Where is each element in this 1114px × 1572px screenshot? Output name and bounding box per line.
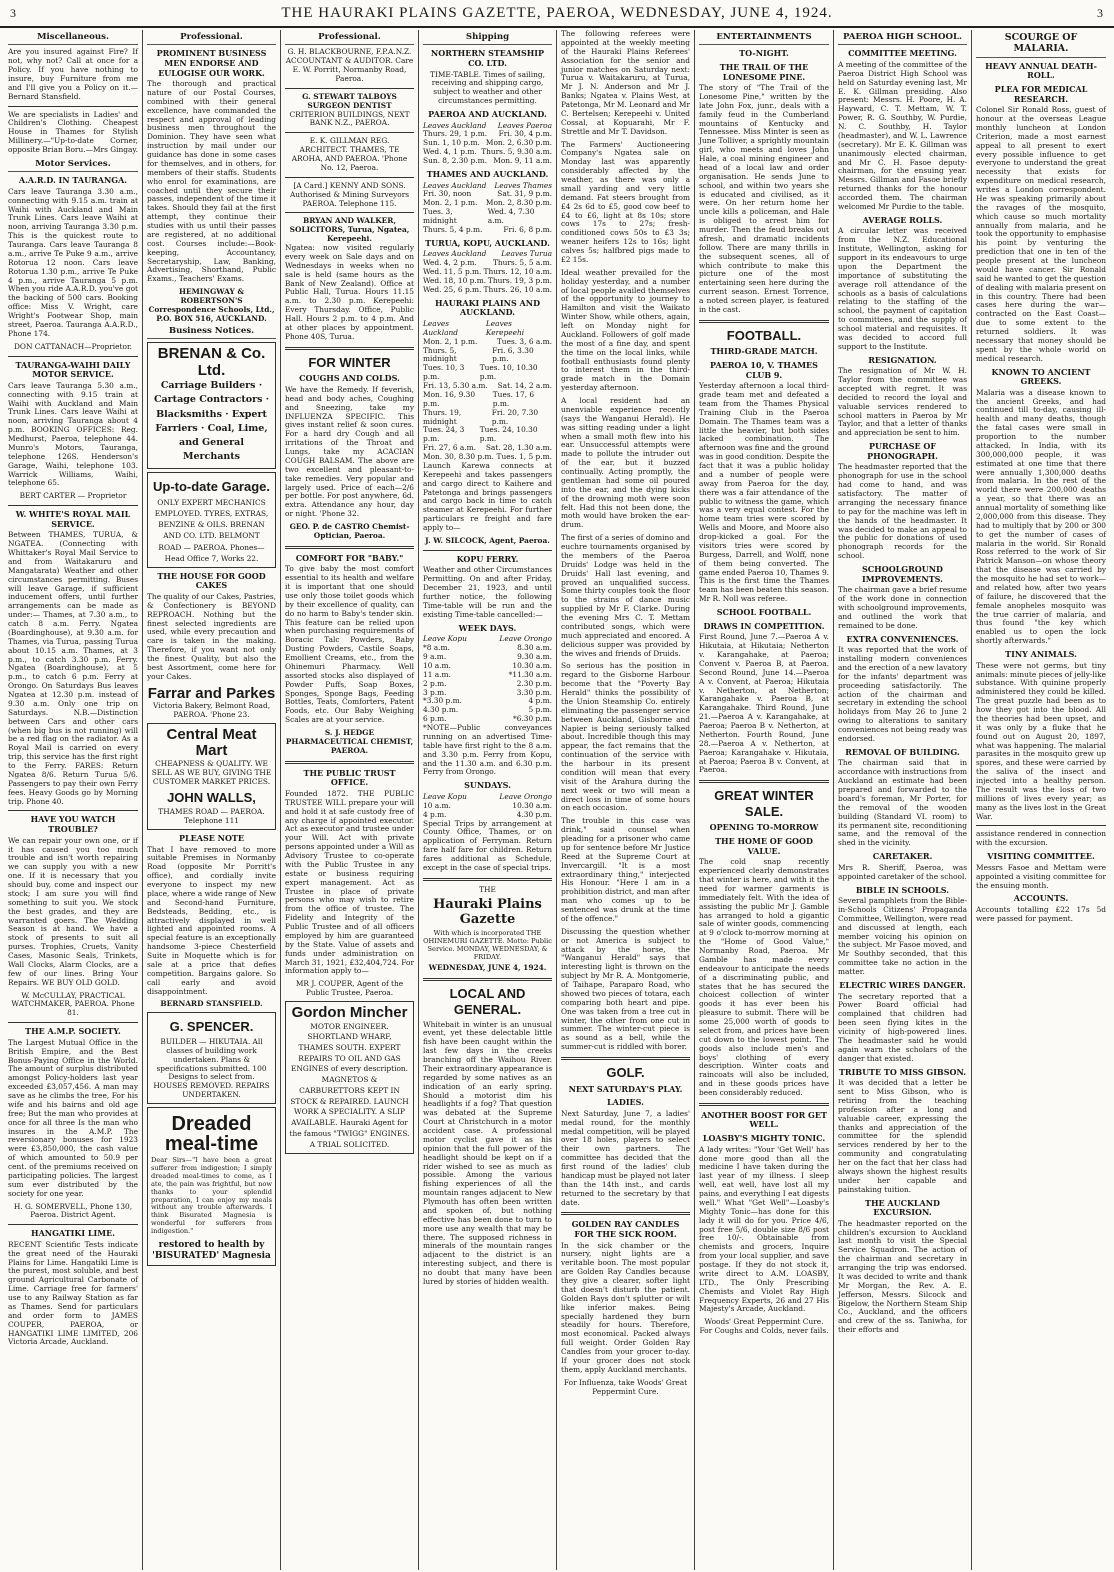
- research-heading: PLEA FOR MEDICAL RESEARCH.: [994, 83, 1088, 104]
- timetable-cell: Mon. 16, 9.30 p.m.: [423, 389, 476, 408]
- timetable-cell: 4 p.m.: [423, 809, 447, 819]
- get-well-heading: ANOTHER BOOST FOR GET WELL.: [701, 1109, 827, 1130]
- talboys-address: CRITERION BUILDINGS, NEXT BANK N.Z., PAEROA.: [289, 109, 410, 128]
- gisborne-text: So serious has the position in regard to the Gisborne Harbour become that the "Poverty Bay Herald" thinks the possibility of the Union Steamship Co. entirely eliminating the passenger service between Auckland, Gisborne and Napier is being seriously talked about. Incredible though this may appear, the fact remains that the continuation of the service with the harbour in its present condition will mean that every visit of the Arahura during the next week or two will mean a direct loss in time of some hours on each occasion.: [561, 661, 690, 813]
- average-rolls-text: A circular letter was received from the N.Z. Educational Institute, Wellington, asking for support in its endeavours to urge upon the Department the importance of substituting the average roll attendance of the schools as a basis of calculations relating to the staffing of the school, the payment of capitation to committees, and the supply of school material and requisites. It was decided to accord full support to the Institute.: [838, 226, 967, 351]
- stansfield-name: BERNARD STANSFIELD.: [160, 999, 263, 1009]
- kenny-card: [A Card.] KENNY AND SONS. Authorised & Mining Surveyors PAEROA. Telephone 115.: [289, 180, 410, 208]
- hauraki-plains-heading: HAURAKI PLAINS AND AUCKLAND.: [435, 297, 540, 318]
- timetable-cell: Thurs. 19, midnight: [423, 407, 462, 426]
- timetable-cell: Thurs. 29, 1 p.m.: [423, 129, 488, 139]
- tauranga-waihi-text: Cars leave Tauranga 5.30 a.m., connecting with 9.15 train at Waihi with Auckland and Main Trunk Lines. Cars leave Waihi at noon, arriving Tauranga about 4 p.m. BOOKING OFFICES: Reg. Medhurst, Paeroa, telephone 44. Munro's Motors, Tauranga, telephone 126S. Henderson's Garage, Waihi, telephone 103. Warrick Williams, Waihi, telephone 65.: [8, 380, 138, 488]
- timetable-cell: 4 p.m.: [528, 696, 552, 706]
- farrar-parkes-title: Farrar and Parkes: [147, 684, 276, 702]
- spencer-text: BUILDER — HIKUTAIA. All classes of building work undertaken. Plans & specifications submitted. 100 Designs to select from. HOUSES REMOVED. REPAIRS UNDERTAKEN.: [153, 1036, 270, 1100]
- col3-heading: Professional.: [285, 32, 414, 45]
- entertainments-heading: ENTERTAINMENTS: [699, 32, 829, 45]
- timetable-cell: Wed. 4, 7.30 a.m.: [487, 207, 535, 226]
- greeks-heading: KNOWN TO ANCIENT GREEKS.: [991, 366, 1091, 387]
- hedge-name: S. J. HEDGE PHARMACEUTICAL CHEMIST, PAEROA.: [285, 728, 414, 755]
- de-castro-name: GEO. P. de CASTRO Chemist-Optician, Paeroa.: [289, 522, 410, 540]
- timetable-cell: *6.30 p.m.: [513, 714, 552, 724]
- timetable-row: [423, 364, 552, 382]
- golf-heading: GOLF.: [606, 1065, 645, 1080]
- timetable-cell: Tues. 1, 5 p.m.: [496, 452, 552, 462]
- spencer-ad: [147, 1012, 276, 1104]
- visiting-committee-heading: VISITING COMMITTEE.: [987, 851, 1095, 862]
- referees-text: The following referees were appointed at the weekly meeting of the Hauraki Plains Referees' Association for the senior and junior matches on Saturday next: Turua v. Waitakaruru, at Turua, Mr J. N. Anderson and Mr J. Banks; Ngatea v. Plains West, at Patetonga, Mr M. Leonard and Mr C. Bertelsen; Kerepeehi v. United Cossal, at Kopuarahi, Mr F. Strettle and Mr T. Davidson.: [561, 30, 690, 136]
- local-general-text: Whitebait in winter is an unusual event, yet these delectable little fish have been caught within the last few days in the creeks branching off the Waihou River. Their extraordinary appearance is regarded by some natives as an indication of an early spring. Should a motorist dim his headlights if a fog? That question was debated at the Supreme Court at Christchurch in a motor accident case. A professional motor cyclist gave it as his opinion that the full power of the headlight should be kept on if a rider wished to see as much as possible. Among the various fishing experiences of all the mountain ranges adjacent to New Plymouth has often been written and spoken of, but nothing effective has been done to turn to more use any wealth that may be there. The supposed richness in minerals of the mountain ranges adjacent to the district is an interesting subject, and there is no doubt that many have been lured by stories of hidden wealth.: [423, 1019, 552, 1286]
- wires-heading: ELECTRIC WIRES DANGER.: [839, 979, 966, 990]
- amp-heading: THE A.M.P. SOCIETY.: [25, 1026, 121, 1037]
- timetable-cell: Mon. 2, 6.30 p.m.: [485, 138, 552, 148]
- timetable-cell: Sat. 28, 1.30 a.m.: [485, 443, 552, 453]
- page-number-left: 3: [10, 5, 17, 20]
- loasby-heading: LOASBY'S MIGHTY TONIC.: [702, 1133, 826, 1144]
- col1-heading: Miscellaneous.: [8, 32, 138, 45]
- brenan-services: Carriage Builders · Cartage Contractors · Blacksmiths · Expert Farriers · Coal, Lime, and General Merchants: [153, 380, 270, 463]
- column-1: [4, 30, 143, 1570]
- timetable-cell: Leaves Auckland: [423, 180, 487, 190]
- conveniences-heading: EXTRA CONVENIENCES.: [846, 633, 959, 644]
- mincher-ad: [285, 1001, 414, 1154]
- magnesia-ad: [147, 1107, 276, 1266]
- brenan-ad: [147, 342, 276, 469]
- special-trips-text: Special Trips by arrangement at County Office, Thames, or on application of Ferryman. Return fare half fare for children. Return fares additional as Schedule, except in the case of special trips.: [423, 818, 552, 872]
- farrar-parkes-address: Victoria Bakery, Belmont Road, PAEROA. 'Phone 23.: [152, 701, 271, 720]
- death-roll-heading: HEAVY ANNUAL DEATH-ROLL.: [985, 60, 1097, 81]
- brenan-title: BRENAN & Co. Ltd.: [157, 345, 266, 379]
- ferry-note: *NOTE—Public conveyances running on an advertised Time-table have first right to the 8 a.m. and 3.30 p.m. Ferry from Kopu, and the 11.30 a.m. and 6.30 p.m. Ferry from Orongo.: [423, 723, 552, 777]
- timetable-cell: 9 a.m.: [423, 652, 447, 662]
- col4-heading: Shipping: [423, 32, 552, 45]
- accounts-heading: ACCOUNTS.: [1013, 893, 1069, 904]
- resignation-text: The resignation of Mr W. H. Taylor from the committee was accepted with regret. It was decided to record the loyal and valuable services rendered to school matters in Paeroa by Mr Taylor, and that a letter of thanks and appreciation be sent to him.: [838, 366, 967, 438]
- borer-text: Discussing the question whether or not America is subject to attack by the horse, the "Wanganui Herald" says that interesting light is thrown on the subject by Mr R. A. Montgomerie, of Taihape, Paraparo Road, who showed two pieces of totara, each comparing both heart and pipe. One was taken from a tree cut in winter, the other from one cut in summer. The winter-cut piece is as sound as a bell, while the summer-cut is riddled with borer.: [561, 926, 690, 1052]
- draws-text: First Round, June 7.—Paeroa A v. Hikutaia, at Hikutaia; Netherton v. Karangahake, at Paeroa; Convent v. Paeroa B, at Paeroa. Second Round, June 14.—Paeroa A v. Convent, at Paeroa; Hikutaia v. Netherton, at Netherton; Karangahake v. Paeroa B, at Karangahake. Third Round, June 21.—Paeroa A v. Karangahake, at Paeroa; Paeroa B v. Netherton, at Netherton. Fourth Round, June 28.—Paeroa A v. Netherton, at Paeroa; Karangahake v. Hikutaia, at Paeroa; Paeroa B v. Convent, at Paeroa.: [699, 632, 829, 775]
- aard-proprietor: DON CATTANACH—Proprietor.: [13, 341, 133, 351]
- timetable-row: [423, 157, 552, 166]
- magnesia-tagline: restored to health by 'BISURATED' Magnesia: [152, 1240, 271, 1261]
- mincher-text: MOTOR ENGINEER. SHORTLAND WHARF, THAMES SOUTH. EXPERT REPAIRS TO OIL AND GAS ENGINES of every description. MAGNETOS & CARBURETTORS KEPT IN STOCK & REPAIRED. LAUNCH WORK A SPECIALITY. A SLIP AVAILABLE. Hauraki Agent for the famous "TWIGG" ENGINES. A TRIAL SOLICITED.: [289, 1021, 410, 1149]
- timetable-cell: 3.30 p.m.: [516, 687, 552, 697]
- timetable-cell: Tues. 3, 6 a.m.: [496, 336, 552, 346]
- paeroa-thames-score: PAEROA 10, V. THAMES CLUB 9.: [710, 360, 818, 380]
- timetable-cell: Leaves Kerepeehi: [485, 318, 525, 337]
- timetable-cell: Mon. 2, 1 p.m.: [423, 336, 478, 346]
- timetable-cell: 2.30 p.m.: [516, 678, 552, 688]
- aard-text: Cars leave Tauranga 3.30 a.m., connecting with 9.15 a.m. train at Waihi with Auckland and Main Trunk Lines. Cars leave Waihi at noon, arriving Tauranga 3.30 p.m. This is the quickest route to Tauranga. Cars leave Tauranga 8 a.m., arrive Te Puke 9 a.m., arrive Rotorua 12 noon. Cars leave Rotorua 1.30 p.m., arrive Te Puke 4 p.m., arrive Tauranga 5 p.m. When you ride A.A.R.D. you've got the backing of 500 cars. Booking office: Miss V. Wright, care Wright's Footwear Shop, main street, Paeroa. Tauranga A.A.R.D., Phone 174.: [8, 186, 138, 338]
- gazette-nameplate: Hauraki Plains Gazette: [433, 896, 542, 928]
- timetable-cell: Wed. 18, 10 p.m.: [423, 276, 487, 286]
- candles-heading: GOLDEN RAY CANDLES FOR THE SICK ROOM.: [571, 1219, 680, 1239]
- timetable-cell: Fri. 30, 4 p.m.: [498, 129, 552, 139]
- timetable-row: [423, 347, 552, 365]
- tiny-animals-text: These were not germs, but tiny animals: minute pieces of jelly-like substance. With quinine properly administered they could be killed. The great puzzle had been as to how they got into the blood. All the theories had been upset, and it was only by a fluke that he found out on August 20, 1897, what was happening. The malarial parasites in the mosquito grew up spores, and these were carried by the saliva of the insect and injected into a healthy person. The result was the loss of two millions of lives every year; as many as the lives lost in the Great War.: [976, 660, 1106, 821]
- magnesia-text: Dear Sirs—"I have been a great sufferer from indigestion; I simply dreaded meal-times to come, as I ate, the pain was frightful, but now thanks to your splendid preparation, I can enjoy my meals without any trouble afterwards. I think Bisurated Magnesia is wonderful for sufferers from indigestion.": [151, 1156, 272, 1236]
- business-notices-heading: Business Notices.: [147, 326, 276, 339]
- amp-agent: H. G. SOMERVELL, Phone 130, Paeroa. District Agent.: [13, 1201, 133, 1220]
- blackbourne-card: G. H. BLACKBOURNE, F.P.A.N.Z. ACCOUNTANT & AUDITOR. Care E. W. Porritt, Normanby Road, Paeroa.: [285, 47, 414, 83]
- business-men-heading: PROMINENT BUSINESS MEN ENDORSE AND EULOGISE OUR WORK.: [156, 48, 267, 78]
- tauranga-waihi-heading: TAURANGA-WAIHI DAILY MOTOR SERVICE.: [15, 359, 131, 380]
- tonight-heading: TO-NIGHT.: [739, 48, 789, 59]
- timetable-cell: Thurs. 5, 4 p.m.: [423, 224, 483, 234]
- john-walls-name: JOHN WALLS,: [167, 789, 256, 805]
- column-2: [143, 30, 281, 1570]
- please-note-text: That I have removed to more suitable Premises in Normanby Road (opposite Mr Porritt's office), and cordially invite everyone to inspect my new place, where a wide range of New and Second-hand Furniture, Bedsteads, Bedding, etc., is attractively displayed in well lighted and appointed rooms. A special feature is an exceptionally handsome 3-piece Chesterfield Suite in Moquette which is for sale at a price that defies competition. Bargains galore. So call early and avoid disappointment.: [147, 844, 276, 996]
- timetable-cell: 11 a.m.: [423, 669, 451, 679]
- druids-text: The first of a series of domino and euchre tournaments organised by the members of the Paeroa Druids' Lodge was held in the Druids' Hall last evening, and proved an unqualified success. Some thirty couples took the floor to the strains of dance music supplied by Mr F. Clarke. During the evening Mrs C. T. Mettam contributed songs, which were much appreciated and encored. A delicious supper was provided by the wives and friends of Druids.: [561, 533, 690, 658]
- ngatea-sale-text: The Farmers' Auctioneering Company's Ngatea sale on Monday last was apparently considerably affected by the weather, as there was only a small yarding and very little demand. Fat steers brought from £4 2s 6d to £5, good cow beef to £4 to £6, light at 8s 10s; store cows 17s to 27s; fresh-conditioned cows 50s to £3 3s; weaner heifers 12s to 16s; light calves 5s; halfbred pigs made to £2 15s.: [561, 139, 690, 264]
- timetable-cell: Tues. 24, 10.30 p.m.: [479, 425, 538, 444]
- tauranga-waihi-proprietor: BERT CARTER — Proprietor: [19, 491, 127, 501]
- timetable-cell: Thurs. 5, 9.30 a.m.: [481, 147, 552, 157]
- timetable-cell: Mon. 2, 8.30 p.m.: [485, 198, 552, 208]
- excursion-continued: assistance rendered in connection with the excursion.: [976, 829, 1106, 848]
- removal-heading: REMOVAL OF BUILDING.: [845, 746, 960, 757]
- timetable-cell: Wed. 25, 6 p.m.: [423, 284, 482, 294]
- column-5: [557, 30, 695, 1570]
- ladies-text: Next Saturday, June 7, a ladies' medal round, for the monthly medal competition, will be played over 18 holes, players to select their own partners. The committee has decided that the first round of the ladies' club handicap must be played not later than the 14th inst., and cards returned to the secretary by that date.: [561, 1108, 690, 1207]
- paeroa-auckland-table: [423, 122, 552, 166]
- magnesia-title: Dreaded meal-time: [164, 1113, 259, 1155]
- masthead: [0, 0, 1114, 28]
- public-trust-heading: THE PUBLIC TRUST OFFICE.: [303, 767, 396, 788]
- sundays-heading: SUNDAYS.: [464, 780, 511, 791]
- timetable-cell: Fri. 13, 5.30 a.m.: [423, 381, 488, 391]
- garage-title: Up-to-date Garage.: [152, 478, 270, 494]
- lonesome-pine-heading: THE TRAIL OF THE LONESOME PINE.: [719, 61, 809, 82]
- bible-heading: BIBLE IN SCHOOLS.: [855, 884, 950, 895]
- column-4: [419, 30, 557, 1570]
- average-rolls-heading: AVERAGE ROLLS.: [862, 214, 943, 225]
- timetable-cell: Leaves Auckland: [423, 120, 487, 130]
- timetable-cell: Thurs. 26, 10 a.m.: [483, 284, 552, 294]
- wires-text: The secretary reported that a Power Board official had complained that children had been seen flying kites in the vicinity of high-powered lines. The headmaster said he would again warn the scholars of the danger that existed.: [838, 991, 967, 1063]
- tribute-heading: TRIBUTE TO MISS GIBSON.: [838, 1066, 967, 1077]
- timetable-cell: Wed. 11, 5 p.m.: [423, 267, 482, 277]
- tribute-text: It was decided that a letter be sent to Miss Gibson, who is retiring from the teaching profession after a long and valuable career, expressing the thanks and appreciation of the committee for the splendid services rendered by her to the community and congratulating her on the fact that her class had always shown the highest results under her capable and painstaking tuition.: [838, 1078, 967, 1194]
- kopu-ferry-text: Weather and other Circumstances Permitting. On and after Friday, December 21, 1923, and until further notice, the following Time-table will be run and the existing Time-table cancelled:—: [423, 565, 552, 619]
- timetable-row: [423, 286, 552, 295]
- garage-ad: [147, 472, 276, 568]
- sundays-table: [423, 793, 552, 820]
- timetable-cell: Tues. 17, 6 p.m.: [492, 389, 535, 408]
- meat-mart-ad: [147, 723, 276, 830]
- turua-kopu-table: [423, 250, 552, 294]
- bryan-walker-text: Ngatea: now visited regularly every week on Sale days and on Wednesdays in weeks when no sale is held (same hours as the Bank of New Zealand). Office at Public Hall, Turua. Hours 11.15 a.m. to 2.30 p.m. Kerepeehi: Every Thursday. Office, Public Hall. Hours 2 p.m. to 4 p.m. And at other places by appointment. Phone 40S, Turua.: [285, 243, 414, 341]
- timetable-cell: 10 a.m.: [423, 660, 451, 670]
- peppermint-note: Woods' Great Peppermint Cure. For Coughs and Colds, never fails.: [699, 1317, 829, 1336]
- football-heading: FOOTBALL.: [726, 327, 802, 343]
- lime-heading: HANGATIKI LIME.: [31, 1228, 115, 1239]
- coughs-heading: COUGHS AND COLDS.: [299, 373, 400, 384]
- draws-heading: DRAWS IN COMPETITION.: [703, 620, 825, 631]
- timetable-cell: Sun. 1, 10 p.m.: [423, 138, 480, 148]
- timetable-cell: Leaves Auckland: [423, 249, 487, 259]
- timetable-cell: 10 a.m.: [423, 800, 451, 810]
- cakes-heading: THE HOUSE FOR GOOD CAKES: [157, 570, 266, 591]
- clothing-notice: We are specialists in Ladies' and Children's Clothing. Cheapest House in Thames for Stylish Millinery.—"Up-to-date Corner, opposite Brian Boru.—Mrs Gingay.: [8, 109, 138, 155]
- timetable-cell: 2 p.m.: [423, 678, 447, 688]
- paeroa-auckland-heading: PAEROA AND AUCKLAND.: [428, 109, 547, 119]
- timetable-cell: Sun. 8, 2.30 p.m.: [423, 156, 487, 166]
- timetable-cell: Fri. 20, 7.30 p.m.: [491, 407, 539, 426]
- timetable-intro: TIME-TABLE. Times of sailing, receiving and shipping cargo, subject to weather and other circumstances permitting.: [430, 69, 545, 106]
- timetable-cell: Wed. 4, 2 p.m.: [423, 258, 477, 268]
- launch-karewa-text: Launch Karewa connects at Kerepeehi and takes passengers and cargo direct to Kaihere and Patetonga and brings passengers and cargo back in time to catch steamer at Kerepeehi. For further particulars re freight and fare apply to—: [423, 460, 552, 533]
- lonesome-pine-text: The story of "The Trail of the Lonesome Pine," written by the late John Fox, junr., deals with a family feud in the Cumberland mountains of Kentucky and Tennessee. Miss Minter is seen as June Tolliver, a sprightly mountain girl, who meets and loves John Hale, a coal mining engineer and head of a local law and order organisation. He sends June to school, and within two years she is educated and civilised, as it were. On her return home her uncle kills a policeman, and Hale is obliged to arrest him for murder. Then the feud breaks out afresh, and dramatic incidents follow. There are many thrills in the subsequent scenes, all of which contribute to make this picture one of the most entertaining seen here during the current season. Ernest Torrence, a noted screen player, is featured in the cast.: [699, 83, 829, 314]
- timetable-cell: Thurs. 5, 5 a.m.: [492, 258, 552, 268]
- silcock-agent: J. W. SILCOCK, Agent, Paeroa.: [425, 535, 550, 545]
- hauraki-plains-table: [423, 320, 552, 462]
- talboys-card: G. STEWART TALBOYS SURGEON DENTIST: [302, 91, 397, 110]
- timetable-cell: Tues. 10, 3 p.m.: [423, 363, 465, 382]
- public-trust-agent: MR J. COUPER, Agent of the Public Trustee, Paeroa.: [295, 979, 404, 998]
- meat-mart-text: CHEAPNESS & QUALITY. WE SELL AS WE BUY, GIVING THE CUSTOMER MARKET PRICES.: [151, 758, 272, 786]
- timetable-cell: *3.30 p.m.: [423, 696, 462, 706]
- timetable-cell: Mon. 30, 8.30 p.m.: [423, 452, 494, 462]
- timetable-cell: Leaves Turua: [501, 249, 552, 259]
- good-value-heading: THE HOME OF GOOD VALUE.: [715, 836, 813, 856]
- baby-heading: COMFORT FOR "BABY.": [295, 552, 404, 563]
- kopu-ferry-heading: KOPU FERRY.: [456, 553, 519, 564]
- opening-heading: OPENING TO-MORROW: [709, 822, 819, 833]
- spencer-title: G. SPENCER.: [169, 1019, 254, 1035]
- gazette-motto: With which is incorporated THE OHINEMURI GAZETTE. Motto: Public Service. MONDAY, WEDNESDAY, & FRIDAY.: [423, 928, 552, 961]
- candles-text: In the sick chamber or the nursery, night lights are a veritable boon. The most popular are Golden Ray Candles because they give a clearer, softer light that doesn't disturb the patient. Golden Rays don't splutter or wilt like inferior makes. Being specially hardened they burn steadily for hours. Therefore, most economical. Packed always full weight. Order Golden Ray Candles from your grocer to-day. If your grocer does not stock them, apply Auckland merchants.: [561, 1240, 690, 1374]
- column-6: [695, 30, 834, 1570]
- timetable-header-row: [423, 320, 552, 338]
- watchmaker-name: W. McCULLAY, PRACTICAL WATCHMAKER, PAEROA. Phone 81.: [11, 990, 135, 1018]
- bible-text: Several pamphlets from the Bible-in-Schools Citizens' Propaganda Committee, Wellington, were read and discussed at length, each member voicing his opinion on the subject. Mr Fasoe moved, and Mr Southby seconded, that this committee take no action in the matter.: [838, 896, 967, 977]
- timetable-cell: 9.30 a.m.: [517, 652, 552, 662]
- timetable-cell: 4.30 p.m.: [423, 705, 459, 715]
- public-trust-text: Founded 1872. THE PUBLIC TRUSTEE WILL prepare your will and hold it at safe custody free of any charge if appointed executor. Act as executor and trustee under your Will. Act with private persons appointed under a Will as Advisory Trustee to co-operate with the Public Trustee in any estate or business requiring expert management. Act as Trustee in place of private persons who may wish to retire from the office of trustee. The Fidelity and Integrity of the Public Trustee and of all officers employed by him are guaranteed by the State. Value of assets and funds under administration on March 31, 1921, £32,404,724. For information apply to—: [285, 788, 414, 976]
- caretaker-heading: CARETAKER.: [872, 851, 933, 862]
- timetable-cell: Leaves Paeroa: [497, 120, 552, 130]
- committee-text: A meeting of the committee of the Paeroa District High School was held on Saturday evening last, Mr E. K. Gillman presiding. Also present: Messrs. H. Poore, H. A. Hayward, C. T. Mettam, W. T. Power, R. G. Southby, W. Purdie, N. C. Southby, H. Taylor (headmaster), and W. L. Lawrence (secretary). Mr E. K. Gillman was unanimously elected chairman, and Mr C. H. Fasoe deputy-chairman, for the ensuing year. Messrs. Gillman and Fasoe briefly returned thanks for the honour accorded them. The chairman welcomed Mr Purdie to the table.: [838, 59, 967, 211]
- holiday-text: Ideal weather prevailed for the holiday yesterday, and a number of local people availed themselves of the opportunity to journey to Hamilton and visit the Waikato Winter Show, while others, again, left on Monday night for Auckland. Followers of golf made the most of a fine day, and spent the time on the local links, while football enthusiasts found plenty to interest them in the third-grade match in the Domain yesterday afternoon.: [561, 267, 690, 393]
- timetable-cell: Leaves Thames: [494, 180, 552, 190]
- moth-text: A local resident had an unenviable experience recently (says the Wanganui Herald). He was sitting reading under a light when a small moth flew into his ear. Unsuccessful attempts were made to pollute the intruder out of the ear, but it buzzed continually. Acting promptly, the gentleman had some oil poured into the ear, and the dying kicks of the drowning moth were soon felt. Had this not been done, the moth would have broken the ear-drum.: [561, 396, 690, 530]
- page-number-right: 3: [1097, 5, 1104, 20]
- royal-mail-heading: W. WHITE'S ROYAL MAIL SERVICE.: [15, 509, 131, 529]
- garage-text: ONLY EXPERT MECHANICS EMPLOYED. TYRES, EXTRAS, BENZINE & OILS. BRENAN AND CO. LTD. BELMONT ROAD — PAEROA. Phones— Head Office 7, Works 22.: [154, 498, 269, 563]
- saturday-play-heading: NEXT SATURDAY'S PLAY.: [568, 1083, 683, 1094]
- watch-trouble-text: We can repair your own one, or if it has caused you too much trouble and isn't worth repairing we can supply you with a new one. If it is necessary that you should buy, come and inspect our stock; I am sure you will find something to suit you. We stock the best grades, and they are warranted goers. The Wedding Season is at hand. We have a stock of presents to suit all purses. Trophies, Cruets, Vanity Cases, Masonic Seals, Trinkets, Wall Clocks, Alarm Clocks, are a few of our lines. Bring Your Repairs. WE BUY OLD GOLD.: [8, 835, 138, 987]
- winter-sale-text: The cold snap recently experienced clearly demonstrates that winter is here, and with it the need for warmer garments is immediately felt. With the idea of assisting the public Mr J. Gamble has arranged to hold a gigantic sale of winter goods, commencing at 9 o'clock to-morrow morning at the "Home of Good Value," Normanby Road, Paeroa. Mr Gamble has made every endeavour to anticipate the needs of a discriminating public, and states that he has secured the choicest collection of winter goods it has ever been his pleasure to submit. There will be some 25,000 worth of goods to select from, and prices have been cut down to the lowest point. The goods also include men's and boys' clothing of every description. Winter coats and raincoats will also be included, and in these goods prices have been considerably reduced.: [699, 857, 829, 1097]
- removal-text: The chairman said that in accordance with instructions from Auckland an estimate had been prepared and forwarded to the board's foreman, Mr Porter, for the removal of the wooden building (Standard VI. room) to its permanent site, reconditioning same, and the removal of the shed in the vicinity.: [838, 758, 967, 848]
- timetable-cell: Mon. 2, 1 p.m.: [423, 198, 478, 208]
- tiny-animals-heading: TINY ANIMALS.: [1005, 649, 1077, 660]
- visiting-committee-text: Messrs Fasoe and Mettam were appointed a visiting committee for the ensuing month.: [976, 862, 1106, 890]
- third-grade-heading: THIRD-GRADE MATCH.: [710, 346, 818, 357]
- malaria-text: Colonel Sir Ronald Ross, guest of honour at the overseas League monthly luncheon at London Criterion, made a most earnest appeal to all present to exert every possible influence to get everyone to understand the great necessity that exists for expenditure on medical research, writes a London correspondent. He was speaking primarily about the ravages of the mosquito, which cause so much mortality annually from malaria, and he took the opportunity to emphasise his point by venturing the prediction that one in ten of the people present at the luncheon would have cancer. Sir Ronald said he wanted to get the question of dealing with malaria present on in this country. There had been cases here during the war—contracted on the East Coast—due to some extent to the returned soldiers. It was necessary that money should be spent by the whole world on medical research.: [976, 105, 1106, 363]
- timetable-cell: 3 p.m.: [423, 687, 447, 697]
- improvements-heading: SCHOOLGROUND IMPROVEMENTS.: [862, 564, 943, 584]
- royal-mail-text: Between THAMES, TURUA, & NGATEA. (Connecting with Whittaker's Royal Mail Service to and from Waitakaruru and Mangatarata) Weather and other circumstances permitting. Buses will leave Garage, if sufficient inducement offers, until further arrangements can be made as under:— Thames, at 7.30 a.m., to catch 8 a.m. Ferry. Ngatea (Boardinghouse), at 9.30 a.m. for Thames, via Turua, passing Turua about 10.15 a.m. Thames, at 3 p.m., to catch 3.30 p.m. Ferry. Ngatea (Boardinghouse), at 5 p.m., to catch 6 p.m. Ferry at Orongo. On Saturdays Bus leaves Ngatea at 12.30 p.m. instead of 9.30 a.m. Only one trip on Saturdays. N.B.—Distinction between Cars and other cars (when big bus is not running) will be a red flag on the radiator. As a Royal Mail is carried on every trip, this service has the first right to the Ferry. FARES: Return Ngatea 8/6. Return Turua 5/6. Passengers to pay their own Ferry fees. Heavy Goods go by Morning trip. Phone 40.: [8, 530, 138, 806]
- thames-auckland-table: [423, 182, 552, 235]
- mincher-title: Gordon Mincher: [291, 1004, 408, 1022]
- motor-services-heading: Motor Services.: [8, 159, 138, 172]
- timetable-cell: Thurs. 19, 3 p.m.: [487, 276, 552, 286]
- gazette-date: WEDNESDAY, JUNE 4, 1924.: [428, 963, 547, 973]
- insurance-notice: Are you insured against Fire? If not, why not? Call at once for a Policy. If you have nothing to insure, buy Furniture from me and I'll give you a Policy on it.—Bernard Stansfield.: [8, 47, 138, 101]
- excursion-heading: THE AUCKLAND EXCURSION.: [865, 1197, 940, 1218]
- timetable-row: [423, 208, 552, 226]
- malaria-heading: SCOURGE OF MALARIA.: [976, 32, 1106, 58]
- gazette-the: THE: [479, 884, 496, 894]
- accounts-text: Accounts totalling £22 17s 5d were passed for payment.: [976, 905, 1106, 923]
- caretaker-text: Mrs R. Sheriff, Paeroa, was appointed caretaker of the school.: [838, 862, 967, 881]
- timetable-cell: Fri. 27, 6 a.m.: [423, 443, 476, 453]
- timetable-row: [423, 391, 552, 409]
- aard-heading: A.A.R.D. IN TAURANGA.: [18, 175, 128, 186]
- third-grade-text: Yesterday afternoon a local third-grade team met and defeated a team from the Thames Physical Training Club in the Paeroa Domain. The Thames team was a little the heavier, but both sides lacked combination. The afternoon was fine and the ground was in good condition. Despite the fact that it was a public holiday and a number of people were away from Paeroa for the day, there was a fair attendance of the public to witness the game, which was a very equal contest. For the home team tries were scored by Wells and Moore, and Moore also drop-kicked a goal. For the visitors tries were scored by Burgess, Darrell, and Wolff, none of them being converted. The game ended Paeroa 10, Thames 9. This is the first time the Thames team has been beaten this season. Mr R. Noll was referee.: [699, 381, 829, 604]
- ladies-heading: LADIES.: [607, 1097, 644, 1108]
- school-football-heading: SCHOOL FOOTBALL.: [716, 607, 812, 618]
- hemingway-address: HEMINGWAY & ROBERTSON'S Correspondence Schools, Ltd., P.O. BOX 516, AUCKLAND.: [148, 287, 275, 323]
- lime-text: RECENT Scientific Tests indicate the great need of the Hauraki Plains for Lime. Hangatiki Lime is the purest, most soluble, and best ground Agricultural Carbonate of Lime. Carriage free for farmers' use to any Railway Station as far as Thames. Send for particulars and order form to JAMES COUPER, PAEROA, or HANGATIKI LIME LIMITED, 206 Victoria Arcade, Auckland.: [8, 1239, 138, 1347]
- thames-auckland-heading: THAMES AND AUCKLAND.: [426, 168, 549, 179]
- greeks-text: Malaria was a disease known to the ancient Greeks, and had continued till to-day, causing ill-health and many deaths, though the fatal cases were small in proportion to the number attacked. In India, with its 300,000,000 people, it was estimated at one time that there were annually 1,300,000 deaths from malaria. In the rest of the world there were 200,000 deaths a year, so that there was an annual mortality of something like 2,000,000 from this disease. They had to multiply that by 200 or 300 to get the number of cases of malaria in the world. Sir Ronald Ross referred to the work of Sir Patrick Manson—on whose theory that the disease was carried by the mosquito he had set to work—and related how, after two years of failure, he discovered that the female anopheles mosquito was the true carrier of malaria, and thus found "the key which enabled us to open the lock shortly afterwards.": [976, 387, 1106, 646]
- timetable-cell: 6 p.m.: [423, 714, 447, 724]
- meat-mart-title: Central Meat Mart: [166, 725, 257, 760]
- influenza-note: For Influenza, take Woods' Great Peppermint Cure.: [563, 1377, 688, 1396]
- resignation-heading: RESIGNATION.: [868, 354, 937, 365]
- excursion-text: The headmaster reported on the children's excursion to Auckland last month to visit the Special Service Squadron. The action of the chairman and secretary in arranging the trip was endorsed. It was decided to write and thank Mr Morgan, the Rev. A. E. Jefferson, Messrs. Silcock and Bigelow, the Northern Steam Ship Co., Auckland, and the officers and crew of the ss. Taniwha, for their efforts and: [838, 1218, 967, 1335]
- loasby-text: A lady writes: "Your 'Get Well' has done more good than all the medicine I have taken during the last year of my illness. I sleep well, eat well, have lost all my pains, and everything I eat digests well." What "Get Well"—Loasby's Mighty Tonic—has done for this lady it will do for you. Price 4/6, post free 5/6, double size 8/6 post free 10/-. Obtainable from chemists and grocers, Inquire from your local supplier, and save postage. If they do not stock it, write direct to A.M. LOASBY, LTD., The Only Prescribing Chemists and Violet Ray High Frequency Experts, 26 and 27 His Majesty's Arcade, Auckland.: [699, 1144, 829, 1314]
- bryan-walker-card: BRYAN AND WALKER, SOLICITORS, Turua, Ngatea, Kerepeehi.: [289, 216, 410, 244]
- column-3: [281, 30, 419, 1570]
- columns: [4, 30, 1110, 1570]
- timetable-cell: 5 p.m.: [528, 705, 552, 715]
- timetable-cell: Tues. 10, 10.30 p.m.: [479, 363, 538, 382]
- timetable-cell: Leave Orongo: [499, 791, 552, 801]
- masthead-title: THE HAURAKI PLAINS GAZETTE, PAEROA, WEDNESDAY, JUNE 4, 1924.: [281, 4, 833, 21]
- turua-kopu-heading: TURUA, KOPU, AUCKLAND.: [425, 237, 550, 248]
- winter-sale-heading: GREAT WINTER SALE.: [714, 788, 814, 819]
- please-note-heading: PLEASE NOTE: [179, 832, 244, 843]
- conveniences-text: It was reported that the work of installing modern conveniences and the erection of a new lavatory for the infants' department was proceeding satisfactorily. The action of the chairman and secretary in extending the school holidays from May 26 to June 2 owing to alterations to sanitary conveniences not being ready was endorsed.: [838, 645, 967, 743]
- timetable-cell: Thurs. 5, midnight: [423, 345, 457, 364]
- timetable-cell: Leaves Auckland: [423, 318, 458, 337]
- timetable-cell: Tues. 3, midnight: [423, 207, 457, 226]
- timetable-cell: Leave Orongo: [499, 634, 552, 644]
- timetable-cell: Sat. 31, 9 p.m.: [497, 189, 552, 199]
- committee-heading: COMMITTEE MEETING.: [848, 48, 957, 59]
- timetable-cell: 10.30 a.m.: [512, 800, 552, 810]
- timetable-cell: Fri. 6, 8 p.m.: [503, 224, 552, 234]
- business-men-text: The thorough and practical nature of our Postal Courses, combined with their general excellence, have commanded the respect and approval of leading business men throughout the Dominion. They have seen what instruction by mail under our guidance has done in some cases for themselves, and in others, for members of their staffs. Students who enrol for examinations, are coached until they secure their passes, independent of the time it takes. Should they fail at the first attempt, they continue their studies with us until their passes are registered, at no additional cost. Courses include:—Book-keeping, Accountancy, Secretaryship, Law, Banking, Advertising, Shorthand, Public Exams., Teachers' Exams.: [147, 79, 276, 284]
- local-general-heading: LOCAL AND GENERAL.: [449, 986, 526, 1017]
- winter-heading: FOR WINTER: [308, 354, 391, 370]
- gillman-card: E. K. GILLMAN REG. ARCHITECT. THAMES, TE AROHA, AND PAEROA. 'Phone No. 12, Paeroa.: [291, 136, 408, 172]
- timetable-cell: Wed. 4, 1 p.m.: [423, 147, 477, 157]
- timetable-row: [423, 226, 552, 235]
- column-7: [834, 30, 972, 1570]
- timetable-cell: Leave Kopu: [423, 634, 467, 644]
- improvements-text: The chairman gave a brief resume of the work done in connection with schoolground improvements, and outlined the work that remained to be done.: [838, 585, 967, 630]
- week-days-heading: WEEK DAYS.: [458, 622, 517, 633]
- timetable-cell: Thurs. 12, 10 a.m.: [483, 267, 552, 277]
- phonograph-heading: PURCHASE OF PHONOGRAPH.: [867, 441, 938, 461]
- john-walls-address: THAMES ROAD — PAEROA. Telephone 111: [158, 807, 265, 826]
- timetable-cell: Fri. 6, 3.30 p.m.: [492, 345, 534, 364]
- cakes-text: The quality of our Cakes, Pastries, & Confectionery is BEYOND REPROACH. Nothing but the finest selected ingredients are used, while every precaution and care is taken in the making. Therefore, if you want not only the finest Quality, but also the best Assortment, come here for your Cakes.: [147, 591, 276, 681]
- phonograph-text: The headmaster reported that the phonograph for use in the school had come to hand, and was satisfactory. The matter of arranging the necessary finance to pay for the machine was left in the hands of the headmaster. It was decided to make an appeal to the public for donations of used phonograph records for the school.: [838, 462, 967, 561]
- high-school-heading: PAEROA HIGH SCHOOL.: [838, 32, 967, 45]
- timetable-cell: *8 a.m.: [423, 643, 450, 653]
- timetable-cell: *11.30 a.m.: [508, 669, 552, 679]
- column-8: [972, 30, 1110, 1570]
- watch-trouble-heading: HAVE YOU WATCH TROUBLE?: [30, 814, 116, 835]
- timetable-cell: Fri. 30, noon: [423, 189, 472, 199]
- timetable-cell: Tues. 24, 3 p.m.: [423, 425, 465, 444]
- winter-text: We have the Remedy. If feverish, head and body aches, Coughing and Sneezing, take my INFLUENZA SPECIFIC. This gives instant relief & soon cures. For a hard dry Cough and all irritations of the Throat and Lungs, take my ACACIAN COUGH BALSAM. The above are two excellent and pleasant-to-take remedies. Very popular and largely used. Price of each—2/6 per bottle. For post anywhere, 6d. extra. Attendance any hour, day or night. 'Phone 32.: [285, 384, 414, 519]
- timetable-cell: Leave Kopu: [423, 791, 467, 801]
- timetable-row: [423, 409, 552, 427]
- baby-text: To give baby the most comfort essential to its health and welfare it is important that one should use only those toilet goods which by their excellence of quality, can do no harm to Baby's tender skin. This feature can be relied upon when purchasing requirements of Boracic Talc Powders, Baby Dusting Powders, Castile Soaps, Emollient Creams, etc., from the Ohinemuri Pharmacy. Well assorted stocks also displayed of Powder Puffs, Soap Boxes, Sponges, Sponge Bags, Feeding Bottles, Teats, Comforters, Patent Foods, etc. Our Baby Weighing Scales are at your service.: [285, 564, 414, 725]
- drink-text: The trouble in this case was drink," said counsel when pleading for a prisoner who came up for sentence before Mr Justice Reed at the Supreme Court at Invercargill. "It is a most extraordinary thing," interjected His Honour. "Here I am in a prohibition district, and man after man who comes up to be sentenced was drunk at the time of the offence.": [561, 816, 690, 923]
- timetable-cell: 8.30 a.m.: [517, 643, 552, 653]
- timetable-row: [423, 426, 552, 444]
- col2-heading: Professional.: [147, 32, 276, 45]
- week-days-table: [423, 635, 552, 724]
- timetable-cell: 10.30 a.m.: [512, 660, 552, 670]
- timetable-cell: 4.30 p.m.: [516, 809, 552, 819]
- amp-text: The Largest Mutual Office in the British Empire, and the Best Bonus-Paying Office in the World. The amount of surplus distributed amongst Policy-holders last year exceeded £3,057,456. A man may save as he climbs the tree, For his wife and his bairns and old age free; But the man who provides at once for all three Is the man who insures in the A.M.P. The reversionary bonuses for 1923 were £3,850,000, the cash value of which amounted to 50.9 per cent. of the premiums received on participating policies. The largest sum ever distributed by the society for one year.: [8, 1037, 138, 1198]
- timetable-cell: Sat. 14, 2 a.m.: [497, 381, 552, 391]
- timetable-cell: Mon. 9, 11 a.m.: [493, 156, 552, 166]
- steamship-heading: NORTHERN STEAMSHIP CO. LTD.: [430, 48, 545, 68]
